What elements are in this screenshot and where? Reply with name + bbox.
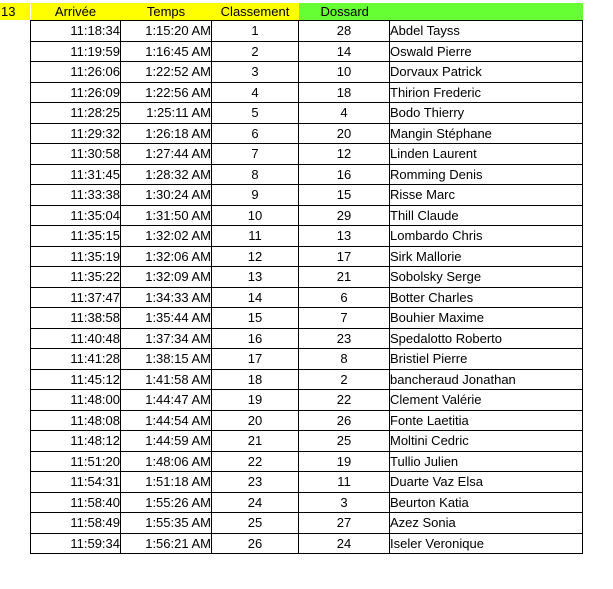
cell-classement[interactable]: 16 <box>212 328 299 349</box>
cell-dossard[interactable]: 13 <box>299 226 390 247</box>
cell-nom[interactable]: Dorvaux Patrick <box>390 62 583 83</box>
cell-temps[interactable]: 1:28:32 AM <box>121 164 212 185</box>
cell-classement[interactable]: 21 <box>212 431 299 452</box>
cell-dossard[interactable]: 7 <box>299 308 390 329</box>
cell-classement[interactable]: 20 <box>212 410 299 431</box>
cell-classement[interactable]: 9 <box>212 185 299 206</box>
cell-temps[interactable]: 1:16:45 AM <box>121 41 212 62</box>
cell-nom[interactable]: Tullio Julien <box>390 451 583 472</box>
cell-arrivee[interactable]: 11:48:08 <box>31 410 121 431</box>
cell-classement[interactable]: 19 <box>212 390 299 411</box>
cell-temps[interactable]: 1:41:58 AM <box>121 369 212 390</box>
cell-dossard[interactable]: 6 <box>299 287 390 308</box>
cell-temps[interactable]: 1:38:15 AM <box>121 349 212 370</box>
cell-dossard[interactable]: 28 <box>299 21 390 42</box>
cell-arrivee[interactable]: 11:35:15 <box>31 226 121 247</box>
cell-dossard[interactable]: 2 <box>299 369 390 390</box>
cell-dossard[interactable]: 4 <box>299 103 390 124</box>
cell-classement[interactable]: 8 <box>212 164 299 185</box>
cell-arrivee[interactable]: 11:48:12 <box>31 431 121 452</box>
cell-temps[interactable]: 1:32:02 AM <box>121 226 212 247</box>
cell-classement[interactable]: 25 <box>212 513 299 534</box>
cell-arrivee[interactable]: 11:45:12 <box>31 369 121 390</box>
cell-classement[interactable]: 14 <box>212 287 299 308</box>
cell-nom[interactable]: Linden Laurent <box>390 144 583 165</box>
table-row <box>31 472 583 493</box>
cell-arrivee[interactable]: 11:33:38 <box>31 185 121 206</box>
cell-arrivee[interactable]: 11:51:20 <box>31 451 121 472</box>
cell-temps[interactable]: 1:22:52 AM <box>121 62 212 83</box>
cell-temps[interactable]: 1:34:33 AM <box>121 287 212 308</box>
cell-temps[interactable]: 1:44:59 AM <box>121 431 212 452</box>
cell-classement[interactable]: 23 <box>212 472 299 493</box>
cell-classement[interactable]: 22 <box>212 451 299 472</box>
cell-arrivee[interactable]: 11:28:25 <box>31 103 121 124</box>
cell-temps[interactable]: 1:31:50 AM <box>121 205 212 226</box>
table-row <box>31 431 583 452</box>
cell-temps[interactable]: 1:22:56 AM <box>121 82 212 103</box>
cell-temps[interactable]: 1:44:54 AM <box>121 410 212 431</box>
cell-arrivee[interactable]: 11:58:49 <box>31 513 121 534</box>
cell-nom[interactable]: Risse Marc <box>390 185 583 206</box>
cell-arrivee[interactable]: 11:30:58 <box>31 144 121 165</box>
cell-nom[interactable]: Abdel Tayss <box>390 21 583 42</box>
cell-dossard[interactable]: 18 <box>299 82 390 103</box>
table-row <box>31 349 583 370</box>
cell-nom[interactable]: Mangin Stéphane <box>390 123 583 144</box>
cell-arrivee[interactable]: 11:59:34 <box>31 533 121 554</box>
cell-dossard[interactable]: 10 <box>299 62 390 83</box>
cell-arrivee[interactable]: 11:58:40 <box>31 492 121 513</box>
cell-arrivee[interactable]: 11:35:04 <box>31 205 121 226</box>
table-row <box>31 185 583 206</box>
cell-classement[interactable]: 17 <box>212 349 299 370</box>
table-row <box>31 41 583 62</box>
cell-arrivee[interactable]: 11:19:59 <box>31 41 121 62</box>
table-row <box>31 328 583 349</box>
cell-nom[interactable]: Thirion Frederic <box>390 82 583 103</box>
cell-dossard[interactable]: 24 <box>299 533 390 554</box>
cell-arrivee[interactable]: 11:54:31 <box>31 472 121 493</box>
cell-dossard[interactable]: 23 <box>299 328 390 349</box>
cell-temps[interactable]: 1:25:11 AM <box>121 103 212 124</box>
cell-arrivee[interactable]: 11:29:32 <box>31 123 121 144</box>
cell-dossard[interactable]: 11 <box>299 472 390 493</box>
cell-nom[interactable]: Bodo Thierry <box>390 103 583 124</box>
cell-classement[interactable]: 2 <box>212 41 299 62</box>
cell-nom[interactable]: Clement Valérie <box>390 390 583 411</box>
cell-dossard[interactable]: 15 <box>299 185 390 206</box>
cell-nom[interactable]: Oswald Pierre <box>390 41 583 62</box>
cell-dossard[interactable]: 14 <box>299 41 390 62</box>
cell-nom[interactable]: Spedalotto Roberto <box>390 328 583 349</box>
cell-classement[interactable]: 26 <box>212 533 299 554</box>
cell-nom[interactable]: Azez Sonia <box>390 513 583 534</box>
cell-nom[interactable]: Fonte Laetitia <box>390 410 583 431</box>
cell-classement[interactable]: 11 <box>212 226 299 247</box>
cell-nom[interactable]: Sirk Mallorie <box>390 246 583 267</box>
table-row <box>31 164 583 185</box>
cell-dossard[interactable]: 21 <box>299 267 390 288</box>
cell-arrivee[interactable]: 11:38:58 <box>31 308 121 329</box>
cell-nom[interactable]: bancheraud Jonathan <box>390 369 583 390</box>
cell-arrivee[interactable]: 11:48:00 <box>31 390 121 411</box>
row-number-cell[interactable]: 13 <box>0 3 30 20</box>
cell-dossard[interactable]: 25 <box>299 431 390 452</box>
cell-dossard[interactable]: 3 <box>299 492 390 513</box>
cell-dossard[interactable]: 19 <box>299 451 390 472</box>
table-row <box>31 287 583 308</box>
cell-classement[interactable]: 18 <box>212 369 299 390</box>
table-row <box>31 226 583 247</box>
table-row <box>31 123 583 144</box>
cell-dossard[interactable]: 20 <box>299 123 390 144</box>
cell-classement[interactable]: 4 <box>212 82 299 103</box>
header-dossard[interactable]: Dossard <box>299 3 390 21</box>
cell-dossard[interactable]: 26 <box>299 410 390 431</box>
table-row <box>31 533 583 554</box>
cell-nom[interactable]: Sobolsky Serge <box>390 267 583 288</box>
table-row <box>31 492 583 513</box>
cell-nom[interactable]: Lombardo Chris <box>390 226 583 247</box>
cell-temps[interactable]: 1:32:06 AM <box>121 246 212 267</box>
cell-temps[interactable]: 1:26:18 AM <box>121 123 212 144</box>
table-row <box>31 246 583 267</box>
cell-temps[interactable]: 1:32:09 AM <box>121 267 212 288</box>
cell-temps[interactable]: 1:55:26 AM <box>121 492 212 513</box>
table-row <box>31 144 583 165</box>
cell-temps[interactable]: 1:35:44 AM <box>121 308 212 329</box>
cell-dossard[interactable]: 8 <box>299 349 390 370</box>
cell-nom[interactable]: Beurton Katia <box>390 492 583 513</box>
cell-classement[interactable]: 13 <box>212 267 299 288</box>
table-row <box>31 308 583 329</box>
cell-temps[interactable]: 1:30:24 AM <box>121 185 212 206</box>
cell-nom[interactable]: Thill Claude <box>390 205 583 226</box>
header-temps[interactable]: Temps <box>121 3 212 21</box>
cell-arrivee[interactable]: 11:26:09 <box>31 82 121 103</box>
cell-nom[interactable]: Romming Denis <box>390 164 583 185</box>
header-row <box>31 3 583 21</box>
cell-temps[interactable]: 1:55:35 AM <box>121 513 212 534</box>
cell-arrivee[interactable]: 11:41:28 <box>31 349 121 370</box>
table-row <box>31 513 583 534</box>
cell-nom[interactable]: Botter Charles <box>390 287 583 308</box>
table-row <box>31 103 583 124</box>
cell-dossard[interactable]: 27 <box>299 513 390 534</box>
cell-nom[interactable]: Moltini Cedric <box>390 431 583 452</box>
table-row <box>31 205 583 226</box>
cell-arrivee[interactable]: 11:35:22 <box>31 267 121 288</box>
cell-classement[interactable]: 15 <box>212 308 299 329</box>
cell-classement[interactable]: 6 <box>212 123 299 144</box>
cell-temps[interactable]: 1:44:47 AM <box>121 390 212 411</box>
cell-classement[interactable]: 5 <box>212 103 299 124</box>
cell-arrivee[interactable]: 11:26:06 <box>31 62 121 83</box>
cell-temps[interactable]: 1:27:44 AM <box>121 144 212 165</box>
cell-nom[interactable]: Duarte Vaz Elsa <box>390 472 583 493</box>
cell-arrivee[interactable]: 11:37:47 <box>31 287 121 308</box>
cell-classement[interactable]: 10 <box>212 205 299 226</box>
cell-temps[interactable]: 1:37:34 AM <box>121 328 212 349</box>
cell-nom[interactable]: Bristiel Pierre <box>390 349 583 370</box>
cell-nom[interactable]: Iseler Veronique <box>390 533 583 554</box>
table-row <box>31 21 583 42</box>
cell-classement[interactable]: 7 <box>212 144 299 165</box>
cell-classement[interactable]: 24 <box>212 492 299 513</box>
cell-classement[interactable]: 12 <box>212 246 299 267</box>
cell-dossard[interactable]: 29 <box>299 205 390 226</box>
cell-classement[interactable]: 1 <box>212 21 299 42</box>
cell-arrivee[interactable]: 11:31:45 <box>31 164 121 185</box>
cell-dossard[interactable]: 16 <box>299 164 390 185</box>
table-row <box>31 390 583 411</box>
cell-temps[interactable]: 1:15:20 AM <box>121 21 212 42</box>
cell-arrivee[interactable]: 11:40:48 <box>31 328 121 349</box>
cell-temps[interactable]: 1:56:21 AM <box>121 533 212 554</box>
header-arrivee[interactable]: Arrivée <box>31 3 121 21</box>
results-table <box>30 3 583 554</box>
table-row <box>31 82 583 103</box>
table-row <box>31 369 583 390</box>
cell-temps[interactable]: 1:51:18 AM <box>121 472 212 493</box>
header-classement[interactable]: Classement <box>212 3 299 21</box>
table-row <box>31 62 583 83</box>
cell-arrivee[interactable]: 11:35:19 <box>31 246 121 267</box>
cell-arrivee[interactable]: 11:18:34 <box>31 21 121 42</box>
cell-classement[interactable]: 3 <box>212 62 299 83</box>
table-row <box>31 410 583 431</box>
table-row <box>31 267 583 288</box>
table-row <box>31 451 583 472</box>
cell-nom[interactable]: Bouhier Maxime <box>390 308 583 329</box>
header-blank[interactable] <box>390 3 583 21</box>
cell-dossard[interactable]: 12 <box>299 144 390 165</box>
cell-dossard[interactable]: 17 <box>299 246 390 267</box>
cell-temps[interactable]: 1:48:06 AM <box>121 451 212 472</box>
cell-dossard[interactable]: 22 <box>299 390 390 411</box>
